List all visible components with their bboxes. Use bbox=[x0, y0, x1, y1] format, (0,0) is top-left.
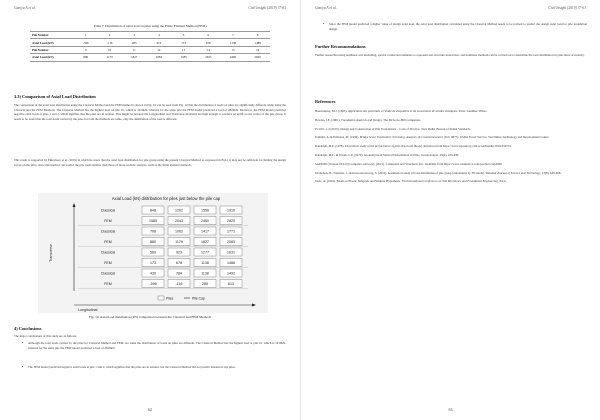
table-cell: 5 bbox=[171, 32, 196, 39]
table-row-label: Pile Number bbox=[30, 32, 74, 39]
table-row-label: Axial Load (kN) bbox=[30, 54, 74, 61]
table-cell: 2 bbox=[97, 32, 121, 39]
conclusion-list-3 bbox=[323, 22, 587, 31]
reference-text: 13(8), 649-668. bbox=[541, 170, 562, 175]
figure-title: Axial Load (kN) distribution for piles just below the pile cap bbox=[111, 196, 221, 201]
axial-load-figure bbox=[38, 193, 268, 313]
figure-value-label: 2043 bbox=[175, 219, 183, 224]
figure-value-label: 430 bbox=[150, 271, 156, 276]
table-cell: 9 bbox=[74, 46, 97, 53]
figure-value-label: 1062 bbox=[175, 229, 183, 234]
table-cell: 15 bbox=[221, 46, 246, 53]
table-cell: 2043 bbox=[196, 54, 221, 61]
reference-text: Randolph, M.F. (1978). bbox=[315, 144, 345, 149]
figure-value-label: 613 bbox=[228, 282, 234, 287]
section-3-paragraph-1: The comparison of the axial load distribution using the Classical Method and the FEM method is shown in Fig. 10 can be seen from Fig. 10 that the distribution of loads on piles are significantly different while using the Classical and the FEM Methods. The Classical Method has the highest load on pile 16, which is 1910kN, whereas for the same pile the FEM model predicted a load of 2820kN. Moreover, the FEM model predicted negative axial loads at piles 1 and 2, which signifies that the piles are in tension. This might be because the Longitudinal and Transverse moments are high enough to produce an uplift at one corner of the pile group. It needs to be noted that the total loads carried by the piles for both the methods are same, only the distribution of the load is different. bbox=[14, 103, 286, 121]
running-header bbox=[14, 6, 286, 14]
reference-text: Ukritchon, B., Faustino, J., & Keawsawasvong, S. (2016). A numerical study of load distribution of pile group foundations by 3D model. bbox=[315, 170, 486, 175]
figure-value-label: 285 bbox=[202, 282, 208, 287]
reference-title: Walailak Journal of Science and Technology, bbox=[485, 170, 542, 175]
section-3-paragraph-2: This result is supported by Ekizabaev et al. (2019) in which he states that the axial load distribution for pile group using the present Classical Method as expressed in Eqn (1) may not be sufficient for finding the design forces on the piles, since this method can predict the pile loads smaller than those of more realistic analysis, such as the finite element methods. bbox=[14, 158, 286, 167]
figure-row-label: Classical bbox=[100, 271, 116, 276]
reference-title: Theoretical study of the performance of piles bbox=[344, 144, 401, 149]
figure-value-label: -116 bbox=[175, 282, 183, 287]
figure-value-label: 2083 bbox=[227, 240, 235, 245]
table-cell: 613 bbox=[147, 39, 172, 46]
table-cell: 1179 bbox=[97, 54, 121, 61]
table-cell: 7 bbox=[221, 32, 246, 39]
table-cell: 8 bbox=[245, 32, 270, 39]
figure-row-label: Classical bbox=[100, 229, 116, 234]
figure-row-label: FEM bbox=[104, 240, 112, 244]
reference-text: Paris: Gauthier-Villars. bbox=[458, 109, 488, 113]
table-cell: 1585 bbox=[171, 54, 196, 61]
reference-item bbox=[315, 109, 587, 113]
reference-title: Application des potentials a l'etude de d'equilibre et du mouvement de solides elastiques. bbox=[347, 109, 458, 113]
figure-value-label: 1771 bbox=[227, 229, 235, 234]
reference-text: Kathalli, A. & Eriksson, M. (1996). bbox=[315, 135, 360, 140]
table-caption: Table 7. Distribution of axial load on piles using the Finite Element Method (FEM) bbox=[93, 24, 207, 28]
figure-value-label: 678 bbox=[176, 261, 182, 266]
table-row-label: Pile Number bbox=[30, 46, 74, 53]
table-cell: 1 bbox=[74, 32, 97, 39]
right-page bbox=[300, 0, 600, 420]
figure-value-label: 1631 bbox=[227, 250, 235, 255]
table-cell: 1138 bbox=[221, 39, 246, 46]
reference-text: Bousssinesq, M.J. (1885). bbox=[315, 109, 348, 113]
table-row bbox=[30, 46, 270, 53]
reference-item bbox=[315, 135, 587, 139]
legend-pile-cap-label: Pile Cap bbox=[192, 296, 205, 301]
reference-item bbox=[315, 144, 587, 148]
legend-piles-swatch bbox=[158, 296, 164, 300]
figure-caption: Fig. 10. Axial load distribution (kN) comparison between the Classical and FEM Methods bbox=[88, 315, 212, 319]
figure-value-label: 1277 bbox=[201, 250, 209, 255]
reference-title: Bridge Scour Evaluation: Screening, Analysis, & Countermeasures bbox=[359, 135, 444, 140]
reference-text: Vesic, A. (1961). Beam on Elastic Subgrade and Winkler Hypothesis. bbox=[315, 179, 402, 184]
table-cell: 678 bbox=[196, 39, 221, 46]
header-authors: Ganiyu A et al. bbox=[14, 6, 36, 10]
reference-title: 5th International Conference on Soil Mechanics and Foundation Engineering, bbox=[401, 179, 499, 184]
table-cell: 3 bbox=[122, 32, 147, 39]
reference-text: Paris. bbox=[498, 179, 507, 184]
figure-value-label: 706 bbox=[150, 229, 156, 234]
figure-value-label: 2460 bbox=[201, 219, 209, 224]
figure-value-label: 1910 bbox=[227, 208, 235, 213]
figure-row-label: Classical bbox=[100, 208, 116, 213]
conclusion-list-2 bbox=[22, 365, 286, 370]
references-list bbox=[315, 109, 587, 188]
table-cell: 12 bbox=[147, 46, 172, 53]
figure-value-label: 923 bbox=[176, 250, 182, 255]
reference-text: IS 2911-1-2 (2010). Design and Construction of Pile Foundations – Code of Practice. New Delhi, Bureau of Indian Standards. bbox=[315, 126, 472, 131]
table-cell: 2460 bbox=[221, 54, 246, 61]
table-cell: -596 bbox=[74, 39, 97, 46]
axis-transverse-label: Transverse bbox=[49, 244, 53, 262]
reference-text: The McGraw-Hill Companies. bbox=[382, 117, 422, 122]
figure-value-label: 1492 bbox=[227, 271, 235, 276]
table-cell: 2083 bbox=[147, 54, 172, 61]
table-cell: 2820 bbox=[245, 54, 270, 61]
references-heading: References bbox=[315, 99, 336, 104]
table-cell: 10 bbox=[97, 46, 121, 53]
figure-row-label: FEM bbox=[104, 282, 112, 286]
figure-value-label: 1585 bbox=[149, 219, 157, 224]
reference-text: SAP2000 (Version 18.0.0) [Computer software]. (2015). Computers and Structures, Inc. Available from https://www.csiamerica.com/products/sap2000 bbox=[315, 161, 502, 166]
table-row-label: Axial Load (kN) bbox=[30, 39, 74, 46]
figure-value-label: 569 bbox=[150, 250, 156, 255]
table-cell: -116 bbox=[97, 39, 121, 46]
table-row bbox=[30, 39, 270, 46]
section-4-heading: 4) Conclusions bbox=[14, 326, 42, 331]
figure-diagram bbox=[38, 193, 268, 313]
table-cell: 173 bbox=[171, 39, 196, 46]
table-row bbox=[30, 32, 270, 39]
figure-value-label: 173 bbox=[150, 261, 156, 266]
figure-row-label: FEM bbox=[104, 219, 112, 223]
figure-value-label: 1556 bbox=[201, 208, 209, 213]
section-4-intro: The major conclusions of this study are as follows: bbox=[14, 334, 78, 338]
further-recommendations-heading: Further Recommendations bbox=[315, 44, 366, 49]
figure-value-label: 880 bbox=[150, 240, 156, 245]
running-header bbox=[315, 6, 586, 14]
axis-longitudinal-label: Longitudinal bbox=[78, 308, 98, 312]
conclusion-list-1 bbox=[22, 341, 286, 350]
table-cell: 14 bbox=[196, 46, 221, 53]
section-3-heading: 3.3) Comparison of Axial Load Distribution bbox=[14, 94, 96, 99]
figure-value-label: 1138 bbox=[201, 271, 209, 276]
page-number: 62 bbox=[148, 407, 152, 412]
table-cell: 1488 bbox=[245, 39, 270, 46]
figure-value-label: -596 bbox=[149, 282, 157, 287]
reference-item bbox=[315, 153, 587, 157]
figure-value-label: 1827 bbox=[201, 240, 209, 245]
conclusion-item: • Although the total loads carried by the piles for Classical Method and FEM, are same the distribution of loads on piles are different. The Classical Method has the highest load at pile 16, which is 1910kN, whereas for the same pile the FEM model predicted a load of 2820kN. bbox=[22, 341, 286, 350]
header-journal: Civil Insight (2019) 37-61 bbox=[248, 6, 286, 10]
table-cell: 1827 bbox=[122, 54, 147, 61]
conclusion-item: • The FEM model predicted negative axial loads at pile 1 and 2, which signifies that the piles are in tension, but the Classical Method did not predict tension in any piles. bbox=[22, 365, 286, 370]
further-recommendations-text: Further researches using nonlinear soil modelling, special connection elements to represent soil-structure interaction, and nonlinear methods can be carried out to determine the load distribution in piles more accurately. bbox=[315, 53, 585, 57]
figure-value-label: 1488 bbox=[227, 261, 235, 266]
reference-text: 29(4), 423-439. bbox=[438, 152, 459, 157]
reference-item bbox=[315, 127, 587, 131]
figure-value-label: 2820 bbox=[227, 219, 235, 224]
axial-load-table bbox=[30, 31, 270, 62]
header-authors: Ganiyu A et al. bbox=[315, 6, 337, 10]
reference-text: Bowles, J.E. (2001). bbox=[315, 117, 342, 122]
figure-row-label: FEM bbox=[104, 261, 112, 265]
figure-value-label: 1202 bbox=[175, 208, 183, 213]
reference-text: Randolph, M.F., & Wroth, C.P. (1979). An Analysis of Vertical Deformation of Piles. bbox=[315, 152, 421, 157]
reference-item bbox=[315, 179, 587, 183]
figure-row-label: Classical bbox=[100, 250, 116, 255]
figure-value-label: 1179 bbox=[175, 240, 183, 245]
reference-text: (Doctoral thesis). Retrieved from https://www.repository.cam.ac.uk/handle/1810/250719 bbox=[400, 144, 511, 149]
table-cell: 6 bbox=[196, 32, 221, 39]
reference-text: (Feb. 9877). USDA Forest Service, San Dimas Technology and Development Center. bbox=[443, 135, 550, 140]
reference-item bbox=[315, 118, 587, 122]
conclusion-item: • Since the FEM model predicted a higher value of design axial load, the axial load distribution calculated using the Classical Method needs to be revised to predict the design axial load for pile foundation design. bbox=[323, 22, 587, 31]
reference-title: Geotechnique, bbox=[420, 152, 439, 157]
page-number: 63 bbox=[448, 407, 453, 412]
table-cell: 13 bbox=[171, 46, 196, 53]
legend-piles-label: Piles bbox=[166, 296, 174, 301]
figure-value-label: 1138 bbox=[201, 261, 209, 266]
reference-item bbox=[315, 171, 587, 175]
table-cell: 16 bbox=[245, 46, 270, 53]
reference-item bbox=[315, 162, 587, 166]
reference-title: Foundation Analysis and Design. bbox=[341, 117, 383, 122]
table-cell: 4 bbox=[147, 32, 172, 39]
table-cell: 11 bbox=[122, 46, 147, 53]
table-cell: 880 bbox=[74, 54, 97, 61]
header-journal: Civil Insight (2019) 37-61 bbox=[548, 6, 586, 10]
table-cell: 285 bbox=[122, 39, 147, 46]
figure-value-label: 848 bbox=[150, 208, 156, 213]
table-row bbox=[30, 54, 270, 61]
figure-value-label: 1417 bbox=[201, 229, 209, 234]
figure-value-label: 784 bbox=[176, 271, 182, 276]
